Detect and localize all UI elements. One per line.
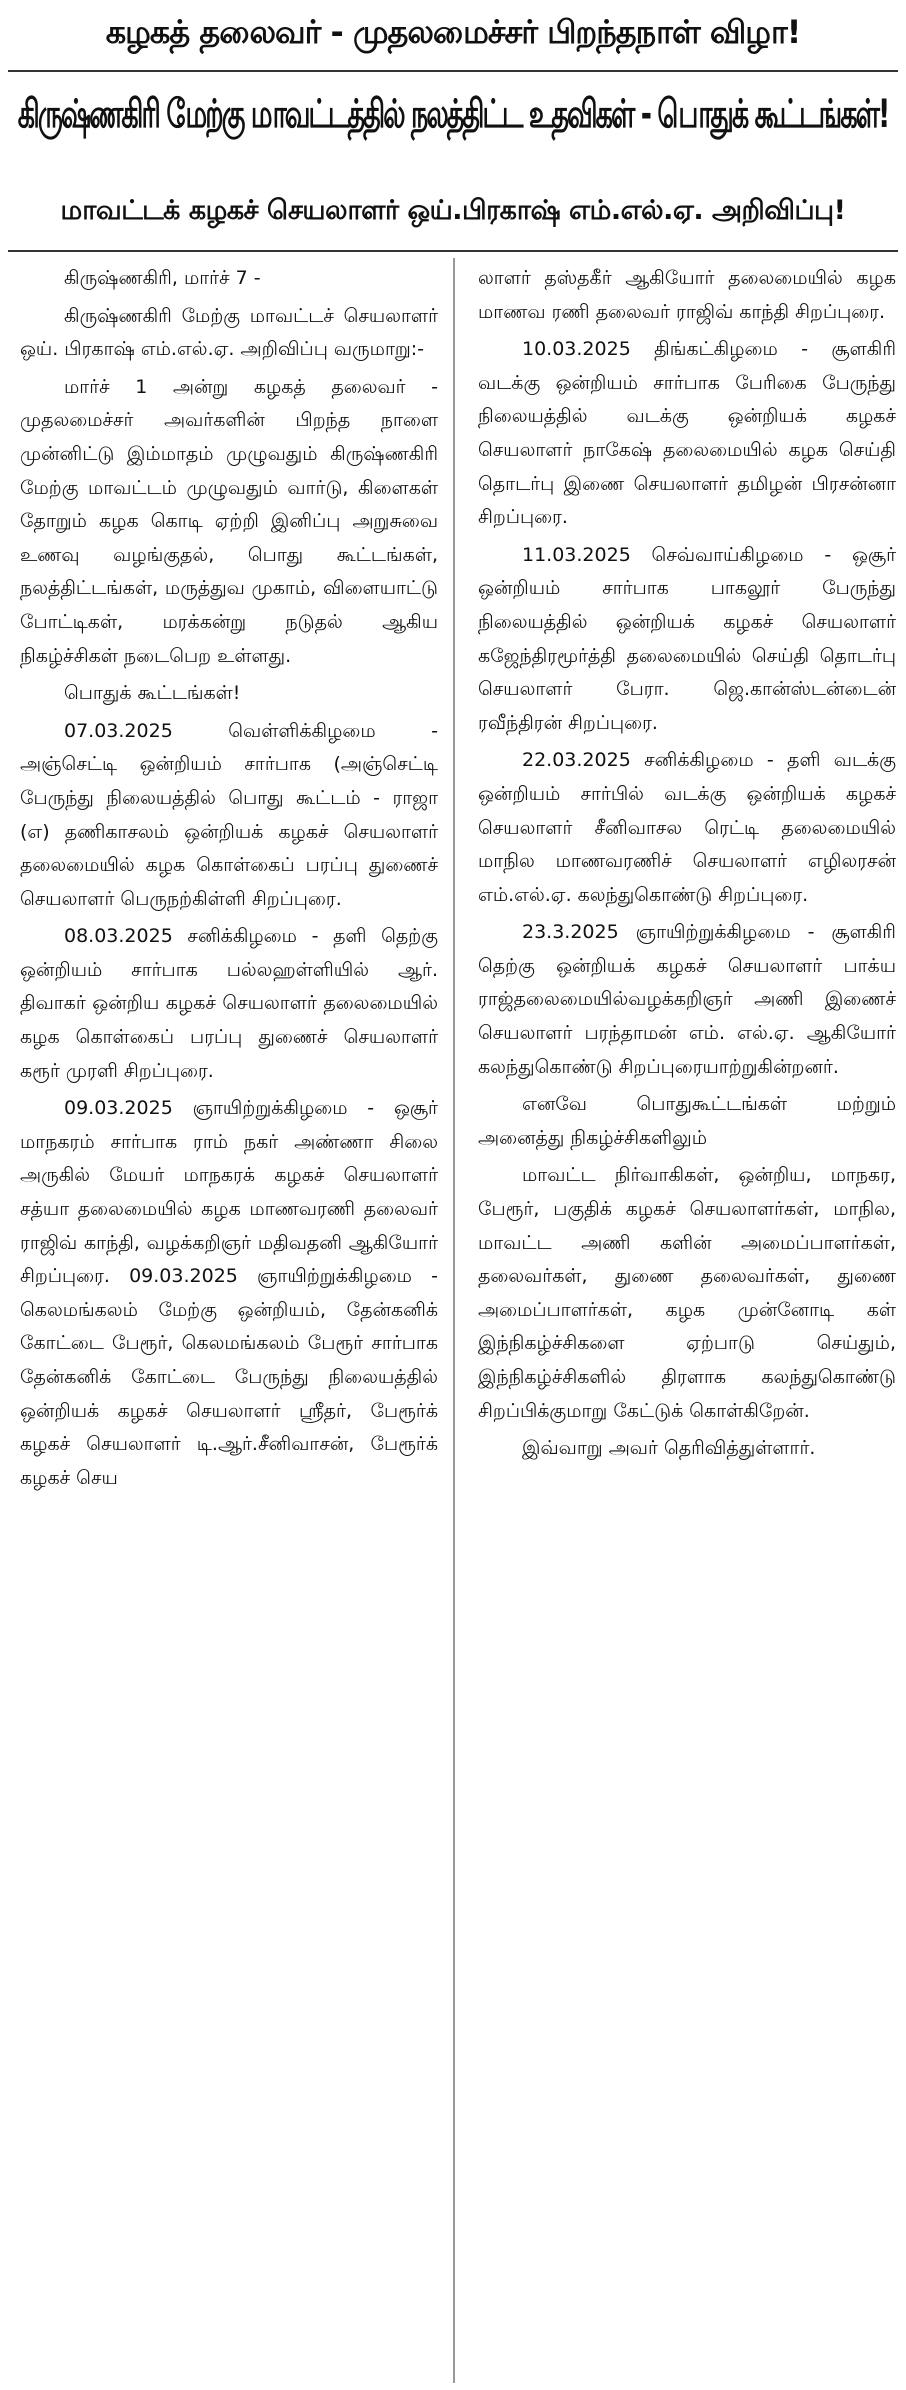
headline-top: கழகத் தலைவர் - முதலமைச்சர் பிறந்தநாள் விழா! <box>105 13 801 51</box>
paragraph-meeting-2303: 23.3.2025 ஞாயிற்றுக்கிழமை - சூளகிரி தெற்கு ஒன்றியக் கழகச் செயலாளர் பாக்ய ராஜ்தலைமையில்வழக்கறிஞர் அணி இணைச் செயலாளர் பரந்தாமன் எம். எல்.ஏ. ஆகியோர் கலந்துகொண்டு சிறப்புரையாற்றுகின்றனர். <box>478 921 896 1078</box>
paragraph-intro: கிருஷ்ணகிரி மேற்கு மாவட்டச் செயலாளர் ஒய். பிரகாஷ் எம்.எல்.ஏ. அறிவிப்பு வருமாறு:- <box>20 304 438 361</box>
paragraph-events: மார்ச் 1 அன்று கழகத் தலைவர் - முதலமைச்சர் அவர்களின் பிறந்த நாளை முன்னிட்டு இம்மாதம் முழுவதும் கிருஷ்ணகிரி மேற்கு மாவட்டம் முழுவதும் வார்டு, கிளைகள் தோறும் கழக கொடி ஏற்றி இனிப்பு அறுசுவை உணவு வழங்குதல், பொது கூட்டங்கள், நலத்திட்டங்கள், மருத்துவ முகாம், விளையாட்டு போட்டிகள், மரக்கன்று நடுதல் ஆகிய நிகழ்ச்சிகள் நடைபெற உள்ளது. <box>20 375 438 667</box>
paragraph-meeting-1003: 10.03.2025 திங்கட்கிழமை - சூளகிரி வடக்கு ஒன்றியம் சார்பாக பேரிகை பேருந்து நிலையத்தில் வடக்கு ஒன்றியக் கழகச் செயலாளர் நாகேஷ் தலைமையில் கழக செய்தி தொடர்பு இணை செயலாளர் தமிழன் பிரசன்னா சிறப்புரை. <box>478 338 896 529</box>
left-column <box>20 262 438 1499</box>
paragraph-meeting-1103: 11.03.2025 செவ்வாய்கிழமை - ஒசூர் ஒன்றியம் சார்பாக பாகலூர் பேருந்து நிலையத்தில் ஒன்றியக் கழகச் செயலாளர் கஜேந்திரமூர்த்தி தலைமையில் செய்தி தொடர்பு செயலாளர் பேரா. ஜெ.கான்ஸ்டன்டைன் ரவீந்திரன் சிறப்புரை. <box>478 543 896 734</box>
paragraph-meeting-0903: 09.03.2025 ஞாயிற்றுக்கிழமை - ஒசூர் மாநகரம் சார்பாக ராம் நகர் அண்ணா சிலை அருகில் மேயர் மாநகரக் கழகச் செயலாளர் சத்யா தலைமையில் கழக மாணவரணி தலைவர் ராஜிவ் காந்தி, வழக்கறிஞர் மதிவதனி ஆகியோர் சிறப்புரை. 09.03.2025 ஞாயிற்றுக்கிழமை - கெலமங்கலம் மேற்கு ஒன்றியம், தேன்கனிக் கோட்டை பேரூர், கெலமங்கலம் பேரூர் சார்பாக தேன்கனிக் கோட்டை பேருந்து நிலையத்தில் ஒன்றியக் கழகச் செயலாளர் ஸ்ரீதர், பேரூர்க் கழகச் செயலாளர் டி.ஆர்.சீனிவாசன், பேரூர்க் கழகச் செய <box>20 1097 438 1489</box>
paragraph-organisers: மாவட்ட நிர்வாகிகள், ஒன்றிய, மாநகர, பேரூர், பகுதிக் கழகச் செயலாளர்கள், மாநில, மாவட்ட அணி களின் அமைப்பாளர்கள், தலைவர்கள், துணை தலைவர்கள், துணை அமைப்பாளர்கள், கழக முன்னோடி கள் இந்நிகழ்ச்சிகளை ஏற்பாடு செய்தும், இந்நிகழ்ச்சிகளில் திரளாக கலந்துகொண்டு சிறப்பிக்குமாறு கேட்டுக் கொள்கிறேன். <box>478 1164 896 1422</box>
paragraph-meeting-0703: 07.03.2025 வெள்ளிக்கிழமை - அஞ்செட்டி ஒன்றியம் சார்பாக (அஞ்செட்டி பேருந்து நிலையத்தில் பொது கூட்டம் - ராஜா (எ) தணிகாசலம் ஒன்றியக் கழகச் செயலாளர் தலைமையில் கழக கொள்கைப் பரப்பு துணைச் செயலாளர் பெருநற்கிள்ளி சிறப்புரை. <box>20 719 438 910</box>
paragraph-meeting-2203: 22.03.2025 சனிக்கிழமை - தளி வடக்கு ஒன்றியம் சார்பில் வடக்கு ஒன்றியக் கழகச் செயலாளர் சீனிவாசல ரெட்டி தலைமையில் மாநில மாணவரணிச் செயலாளர் எழிலரசன் எம்.எல்.ஏ. கலந்துகொண்டு சிறப்புரை. <box>478 749 896 906</box>
divider-body <box>8 250 898 252</box>
headline-main: கிருஷ்ணகிரி மேற்கு மாவட்டத்தில் நலத்திட்ட உதவிகள் - பொதுக் கூட்டங்கள்! <box>17 91 889 137</box>
column-divider <box>453 258 455 2383</box>
paragraph-meeting-0803: 08.03.2025 சனிக்கிழமை - தளி தெற்கு ஒன்றியம் சார்பாக பல்லஹள்ளியில் ஆர். திவாகர் ஒன்றிய கழகச் செயலாளர் தலைமையில் கழக கொள்கைப் பரப்பு துணைச் செயலாளர் கரூர் முரளி சிறப்புரை. <box>20 925 438 1082</box>
right-column <box>478 262 896 1470</box>
dateline: கிருஷ்ணகிரி, மார்ச் 7 - <box>64 267 261 289</box>
paragraph-closing: இவ்வாறு அவர் தெரிவித்துள்ளார். <box>522 1437 816 1460</box>
section-heading: பொதுக் கூட்டங்கள்! <box>64 682 241 705</box>
paragraph-appeal: எனவே பொதுகூட்டங்கள் மற்றும் அனைத்து நிகழ்ச்சிகளிலும் <box>478 1093 896 1149</box>
paragraph-continued: லாளர் தஸ்தகீர் ஆகியோர் தலைமையில் கழக மாணவ ரணி தலைவர் ராஜிவ் காந்தி சிறப்புரை. <box>478 267 896 323</box>
headline-sub: மாவட்டக் கழகச் செயலாளர் ஒய்.பிரகாஷ் எம்.எல்.ஏ. அறிவிப்பு! <box>60 194 846 226</box>
